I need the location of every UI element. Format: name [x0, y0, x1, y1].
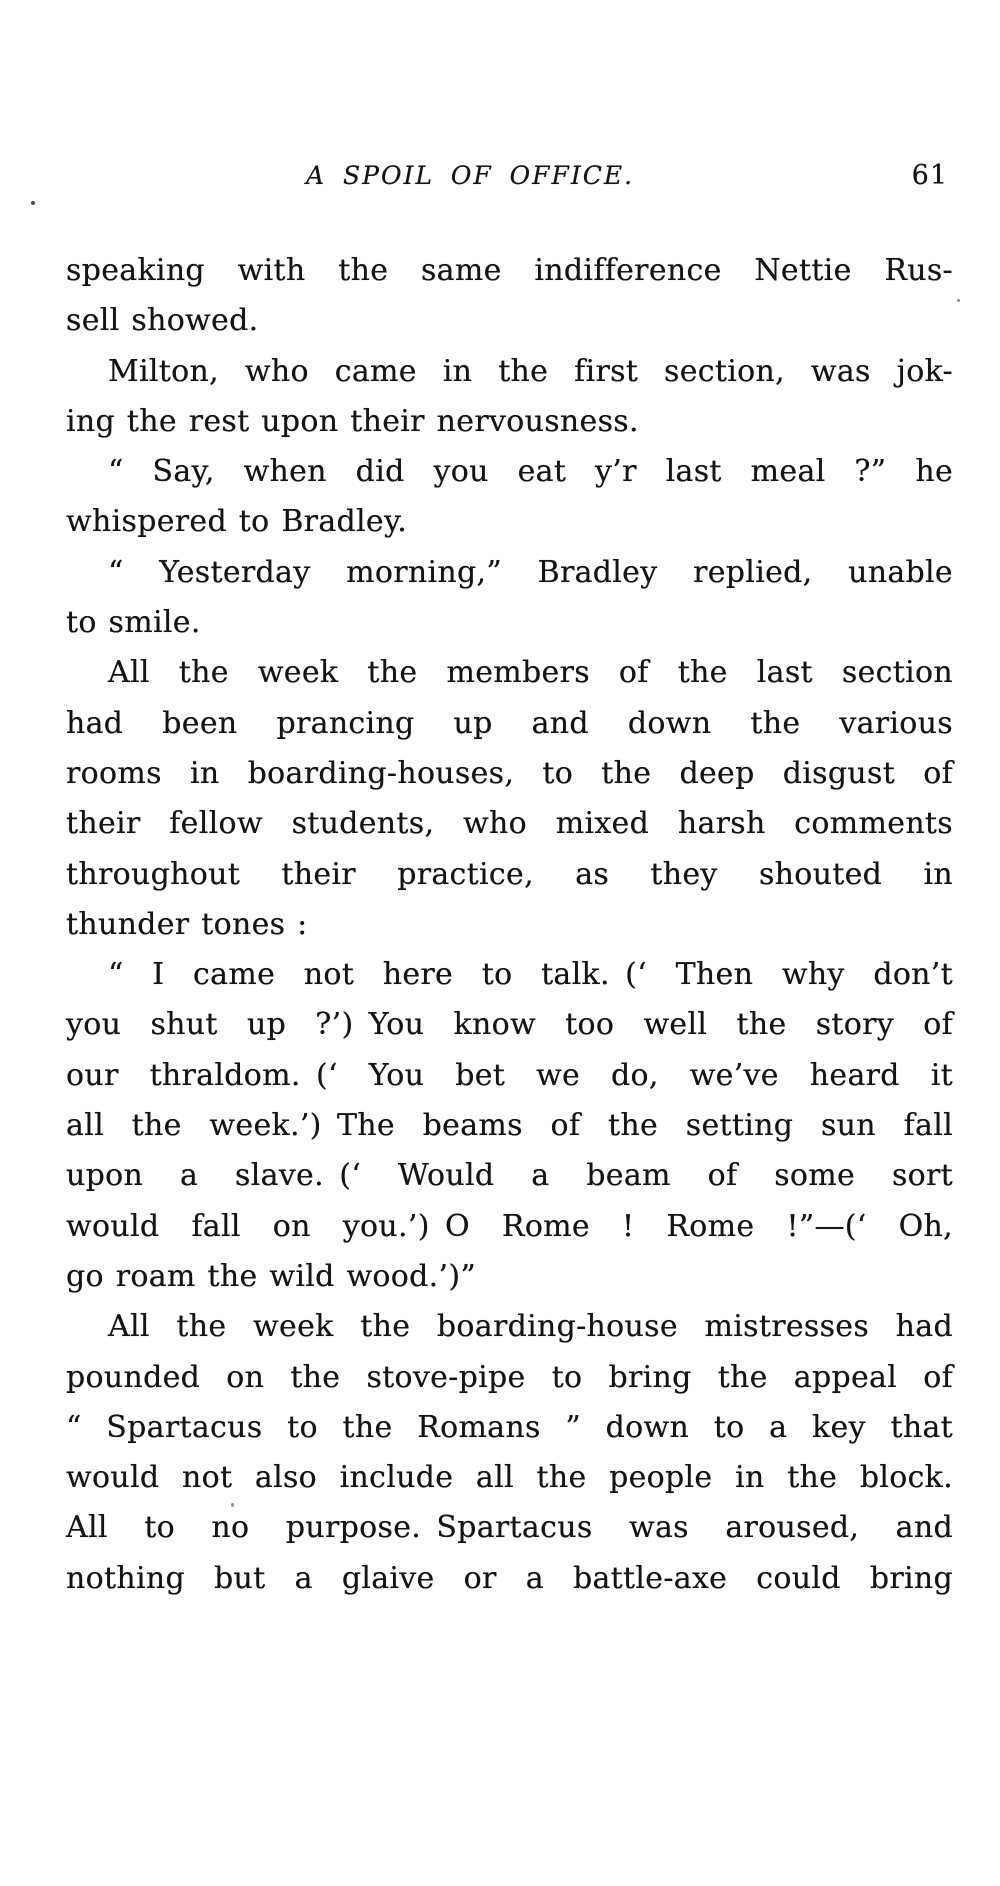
text-line: “ I came not here to talk. (‘ Then why don’t: [108, 957, 953, 993]
text-line: all the week.’) The beams of the setting sun fall: [66, 1108, 953, 1144]
text-line: All to no purpose. Spartacus was aroused, and: [66, 1510, 953, 1546]
text-line: Milton, who came in the first section, was jok-: [108, 353, 953, 389]
text-line: to smile.: [66, 605, 201, 641]
text-line: sell showed.: [66, 303, 259, 339]
text-line: go roam the wild wood.’)”: [66, 1258, 476, 1294]
text-line: “ Say, when did you eat y’r last meal ?” he: [108, 454, 953, 490]
text-line: upon a slave. (‘ Would a beam of some sort: [66, 1158, 953, 1194]
text-line: had been prancing up and down the various: [66, 705, 953, 741]
page-number: 61: [911, 160, 948, 191]
text-line: our thraldom. (‘ You bet we do, we’ve heard it: [66, 1057, 953, 1093]
running-header-title: A SPOIL OF OFFICE.: [306, 161, 635, 190]
text-line: would not also include all the people in the block.: [66, 1460, 953, 1496]
text-line: nothing but a glaive or a battle-axe could bring: [66, 1560, 953, 1596]
text-block: [66, 246, 953, 1604]
scan-speck: [957, 299, 960, 302]
text-line: pounded on the stove-pipe to bring the appeal of: [66, 1359, 953, 1395]
scan-speck: [31, 201, 35, 205]
text-line: whispered to Bradley.: [66, 504, 408, 540]
text-line: “ Yesterday morning,” Bradley replied, unable: [108, 554, 953, 590]
text-line: ing the rest upon their nervousness.: [66, 403, 639, 439]
text-line: you shut up ?’) You know too well the story of: [66, 1007, 953, 1043]
text-line: thunder tones :: [66, 906, 308, 942]
text-line: rooms in boarding-houses, to the deep disgust of: [66, 755, 953, 791]
text-line: “ Spartacus to the Romans ” down to a key that: [66, 1409, 953, 1445]
text-line: All the week the boarding-house mistresses had: [108, 1309, 953, 1345]
scan-speck: [231, 1503, 234, 1507]
text-line: their fellow students, who mixed harsh comments: [66, 806, 953, 842]
text-line: throughout their practice, as they shouted in: [66, 856, 953, 892]
text-line: would fall on you.’) O Rome ! Rome !”—(‘ Oh,: [66, 1208, 953, 1244]
text-line: speaking with the same indifference Nettie Rus-: [66, 253, 953, 288]
text-line: All the week the members of the last section: [108, 655, 953, 691]
